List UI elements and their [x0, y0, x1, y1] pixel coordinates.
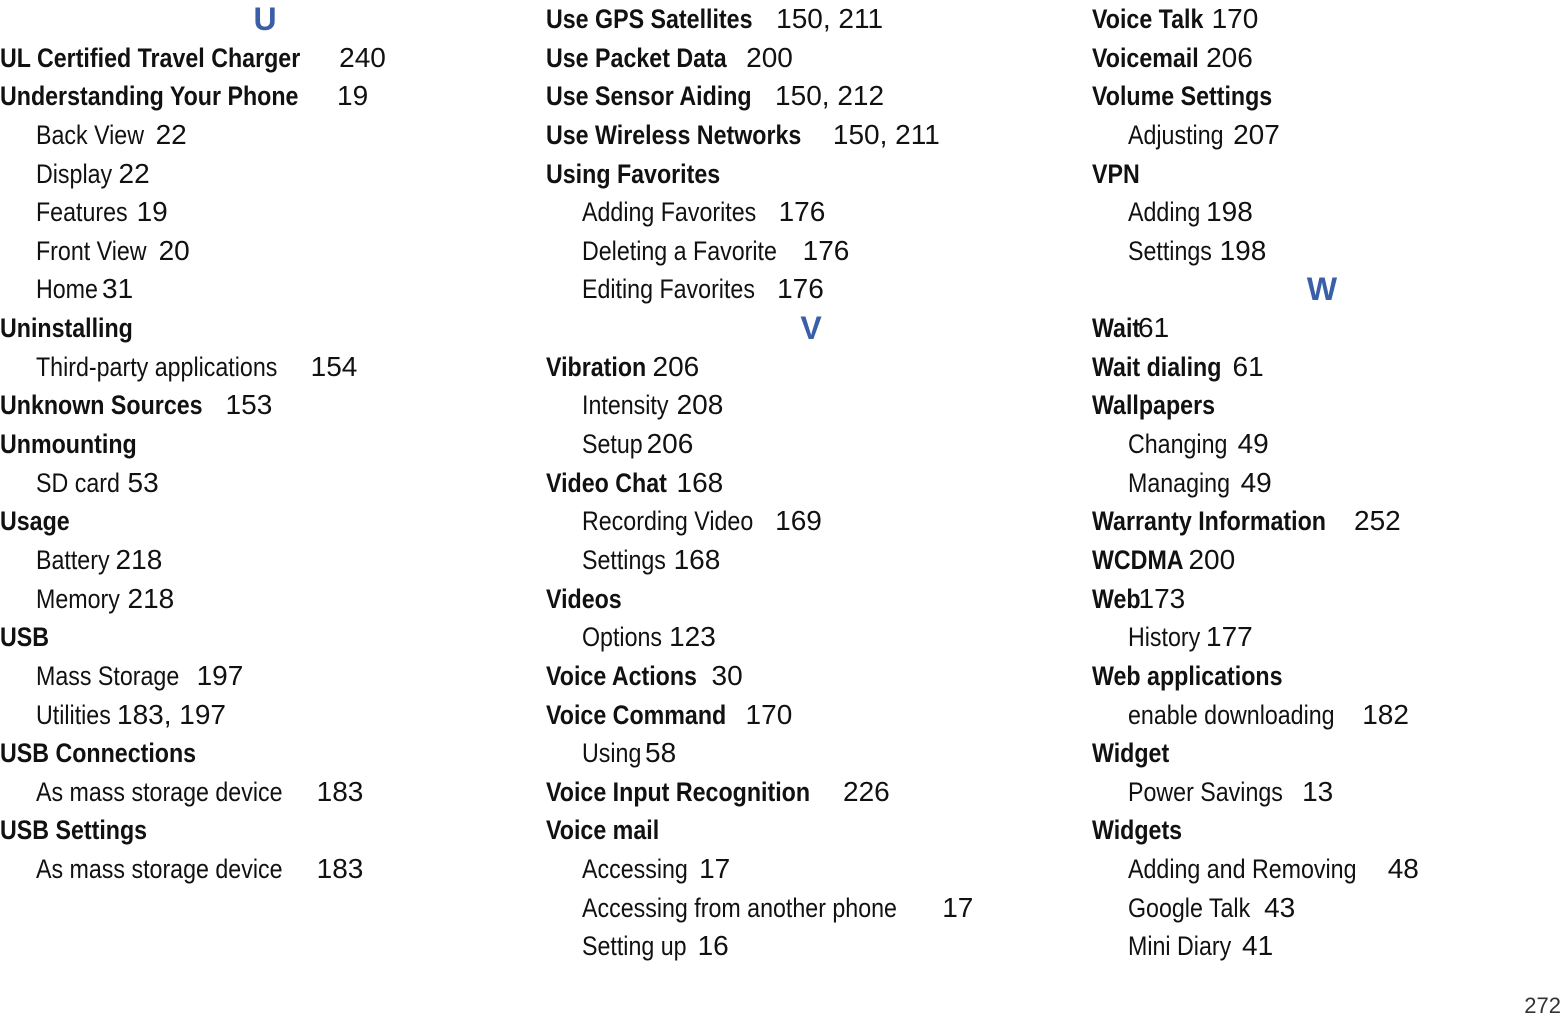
index-subentry: [0, 232, 530, 271]
page-reference: 150, 211: [832, 118, 940, 150]
page-reference: 198: [1206, 196, 1253, 228]
index-term: Adding Favorites: [582, 197, 757, 228]
page-reference: 49: [1240, 466, 1272, 498]
index-term: Setting up: [582, 931, 687, 962]
index-term: Use Wireless Networks: [546, 119, 802, 150]
index-subentry: [1092, 889, 1552, 928]
index-subentry: [546, 618, 1076, 657]
index-subentry: [546, 850, 1076, 889]
index-entry: [0, 618, 530, 657]
index-term: Using: [582, 738, 642, 769]
page-reference: 61: [1232, 350, 1264, 382]
index-term: Voice mail: [546, 815, 660, 846]
index-subentry: [546, 425, 1076, 464]
page-reference: 183: [316, 775, 364, 807]
index-subentry: [546, 193, 1076, 232]
index-entry: [0, 734, 530, 773]
index-term: Features: [36, 197, 128, 228]
index-term: Volume Settings: [1092, 81, 1273, 112]
index-subentry: [0, 348, 530, 387]
index-term: Changing: [1128, 429, 1228, 460]
index-term: Voice Command: [546, 699, 727, 730]
page-reference: 206: [646, 428, 694, 460]
page-reference: 41: [1242, 930, 1274, 962]
index-subentry: [546, 232, 1076, 271]
index-term: Utilities: [36, 699, 111, 730]
index-term: Recording Video: [582, 506, 754, 537]
index-entry: [546, 464, 1076, 503]
index-term: VPN: [1092, 158, 1140, 189]
index-term: enable downloading: [1128, 699, 1335, 730]
index-subentry: [546, 927, 1076, 966]
page-reference: 150, 212: [775, 80, 885, 112]
index-term: Web applications: [1092, 660, 1283, 691]
index-subentry: [0, 270, 530, 309]
index-term: Voicemail: [1092, 42, 1199, 73]
index-term: Power Savings: [1128, 776, 1283, 807]
index-entry: [1092, 734, 1552, 773]
index-term: Options: [582, 622, 663, 653]
index-subentry: [1092, 232, 1552, 271]
page-reference: 240: [339, 41, 386, 73]
page-reference: 170: [1211, 3, 1259, 34]
index-term: Wallpapers: [1092, 390, 1216, 421]
page-reference: 200: [1188, 543, 1236, 575]
page-reference: 22: [155, 118, 187, 150]
index-term: Videos: [546, 583, 622, 614]
index-term: Settings: [1128, 235, 1212, 266]
index-subentry: [0, 193, 530, 232]
page-reference: 182: [1362, 698, 1409, 730]
page-reference: 150, 211: [776, 3, 884, 34]
index-entry: [0, 309, 530, 348]
page-reference: 123: [669, 621, 716, 653]
page-reference: 176: [777, 273, 824, 305]
page-reference: 49: [1237, 428, 1269, 460]
index-term: USB Settings: [0, 815, 148, 846]
page-reference: 218: [127, 582, 175, 614]
index-term: Settings: [582, 544, 666, 575]
index-subentry: [1092, 773, 1552, 812]
index-term: As mass storage device: [36, 854, 283, 885]
index-term: Vibration: [546, 351, 647, 382]
index-entry: [0, 386, 530, 425]
index-entry: [0, 811, 530, 850]
index-term: Widgets: [1092, 815, 1183, 846]
index-entry: [1092, 580, 1552, 619]
index-entry: [0, 77, 530, 116]
index-entry: [1092, 386, 1552, 425]
index-entry: [546, 39, 1076, 78]
page-reference: 183, 197: [117, 698, 227, 730]
page-reference: 19: [337, 80, 369, 112]
index-entry: [546, 773, 1076, 812]
index-subentry: [0, 696, 530, 735]
index-entry: [1092, 811, 1552, 850]
page-reference: 61: [1138, 312, 1170, 344]
page-reference: 176: [778, 196, 826, 228]
index-term: Accessing: [582, 854, 688, 885]
section-letter-heading: W: [1306, 271, 1338, 308]
index-entry: [1092, 348, 1552, 387]
page-reference: 176: [802, 234, 850, 266]
index-column-3: [1092, 0, 1552, 966]
index-term: Use Packet Data: [546, 42, 727, 73]
page-reference: 153: [225, 389, 273, 421]
index-entry: [546, 77, 1076, 116]
page-reference: 218: [115, 543, 163, 575]
page-reference: 17: [699, 853, 731, 885]
index-term: Uninstalling: [0, 313, 133, 344]
index-entry: [546, 580, 1076, 619]
index-term: Accessing from another phone: [582, 892, 897, 923]
index-subentry: [0, 541, 530, 580]
page-reference: 48: [1387, 853, 1419, 885]
index-term: Widget: [1092, 738, 1170, 769]
index-term: Memory: [36, 583, 120, 614]
index-term: USB: [0, 622, 50, 653]
index-term: Adding: [1128, 197, 1201, 228]
index-column-2: [546, 0, 1076, 966]
index-term: Mini Diary: [1128, 931, 1232, 962]
page-reference: 200: [746, 41, 793, 73]
page-reference: 170: [745, 698, 793, 730]
index-term: Back View: [36, 119, 144, 150]
index-subentry: [1092, 618, 1552, 657]
index-term: Third-party applications: [36, 351, 278, 382]
index-entry: [1092, 502, 1552, 541]
page-reference: 30: [711, 659, 743, 691]
page-reference: 183: [316, 853, 364, 885]
index-subentry: [1092, 927, 1552, 966]
index-subentry: [546, 541, 1076, 580]
index-term: Unmounting: [0, 429, 137, 460]
index-subentry: [1092, 464, 1552, 503]
index-term: Managing: [1128, 467, 1230, 498]
index-term: Voice Actions: [546, 660, 697, 691]
page-reference: 16: [697, 930, 729, 962]
index-term: Use Sensor Aiding: [546, 81, 752, 112]
index-subentry: [0, 116, 530, 155]
index-subentry: [0, 464, 530, 503]
page-reference: 206: [1206, 41, 1253, 73]
index-term: Using Favorites: [546, 158, 721, 189]
index-term: WCDMA: [1092, 544, 1184, 575]
page-reference: 168: [676, 466, 724, 498]
index-term: SD card: [36, 467, 120, 498]
page-reference: 20: [158, 234, 190, 266]
page-reference: 206: [652, 350, 700, 382]
page-reference: 177: [1206, 621, 1253, 653]
section-letter-heading: U: [253, 1, 277, 37]
index-term: Video Chat: [546, 467, 667, 498]
index-entry: [0, 425, 530, 464]
page-reference: 207: [1233, 118, 1280, 150]
page-reference: 43: [1264, 891, 1296, 923]
index-subentry: [1092, 850, 1552, 889]
index-subentry: [546, 270, 1076, 309]
index-entry: [0, 39, 530, 78]
page-reference: 13: [1302, 775, 1334, 807]
index-term: Usage: [0, 506, 70, 537]
index-entry: [546, 155, 1076, 194]
index-term: Voice Talk: [1092, 4, 1204, 34]
page-reference: 58: [645, 737, 677, 769]
index-subentry: [1092, 116, 1552, 155]
page-reference: 198: [1219, 234, 1267, 266]
page-reference: 154: [310, 350, 358, 382]
index-entry: [1092, 39, 1552, 78]
index-column-1: [0, 0, 530, 889]
page-reference: 53: [127, 466, 159, 498]
index-entry: [546, 696, 1076, 735]
index-term: Unknown Sources: [0, 390, 203, 421]
index-term: UL Certified Travel Charger: [0, 42, 301, 73]
page-reference: 226: [843, 775, 890, 807]
index-entry: [1092, 77, 1552, 116]
index-term: Google Talk: [1128, 892, 1251, 923]
index-term: Adding and Removing: [1128, 854, 1357, 885]
index-entry: [1092, 657, 1552, 696]
page-reference: 17: [942, 891, 974, 923]
index-term: Wait dialing: [1092, 351, 1222, 382]
index-entry: [546, 348, 1076, 387]
index-subentry: [546, 889, 1076, 928]
index-subentry: [546, 386, 1076, 425]
index-entry: [1092, 155, 1552, 194]
index-term: Deleting a Favorite: [582, 235, 777, 266]
index-entry: [546, 811, 1076, 850]
page-reference: 22: [118, 157, 150, 189]
page-reference: 208: [676, 389, 724, 421]
index-entry: [0, 502, 530, 541]
index-term: Setup: [582, 429, 643, 460]
index-subentry: [1092, 696, 1552, 735]
index-subentry: [0, 657, 530, 696]
index-term: Understanding Your Phone: [0, 81, 299, 112]
index-term: Wait: [1092, 313, 1141, 344]
index-subentry: [0, 580, 530, 619]
index-term: USB Connections: [0, 738, 197, 769]
index-subentry: [546, 502, 1076, 541]
index-term: Battery: [36, 544, 110, 575]
index-term: Mass Storage: [36, 660, 180, 691]
index-entry: [1092, 541, 1552, 580]
page-reference: 168: [673, 543, 721, 575]
index-term: Front View: [36, 235, 147, 266]
index-subentry: [0, 773, 530, 812]
index-entry: [546, 116, 1076, 155]
index-subentry: [1092, 193, 1552, 232]
index-entry: [1092, 309, 1552, 348]
page-reference: 197: [196, 659, 244, 691]
index-term: Adjusting: [1128, 119, 1224, 150]
index-entry: [546, 0, 1076, 39]
index-subentry: [0, 155, 530, 194]
page-reference: 173: [1138, 582, 1186, 614]
index-term: Intensity: [582, 390, 669, 421]
index-term: Warranty Information: [1092, 506, 1326, 537]
index-term: Voice Input Recognition: [546, 776, 811, 807]
page-reference: 31: [102, 273, 134, 305]
index-term: Use GPS Satellites: [546, 4, 753, 34]
page-reference: 19: [136, 196, 168, 228]
index-term: Web: [1092, 583, 1141, 614]
page-reference: 252: [1354, 505, 1401, 537]
page-number: 272: [1524, 993, 1561, 1018]
index-term: History: [1128, 622, 1201, 653]
index-term: Home: [36, 274, 98, 305]
index-entry: [1092, 0, 1552, 39]
page-reference: 169: [775, 505, 822, 537]
index-subentry: [0, 850, 530, 889]
index-term: Editing Favorites: [582, 274, 755, 305]
section-letter-heading: V: [800, 310, 822, 347]
index-entry: [546, 657, 1076, 696]
index-subentry: [1092, 425, 1552, 464]
index-term: As mass storage device: [36, 776, 283, 807]
index-subentry: [546, 734, 1076, 773]
index-term: Display: [36, 158, 113, 189]
